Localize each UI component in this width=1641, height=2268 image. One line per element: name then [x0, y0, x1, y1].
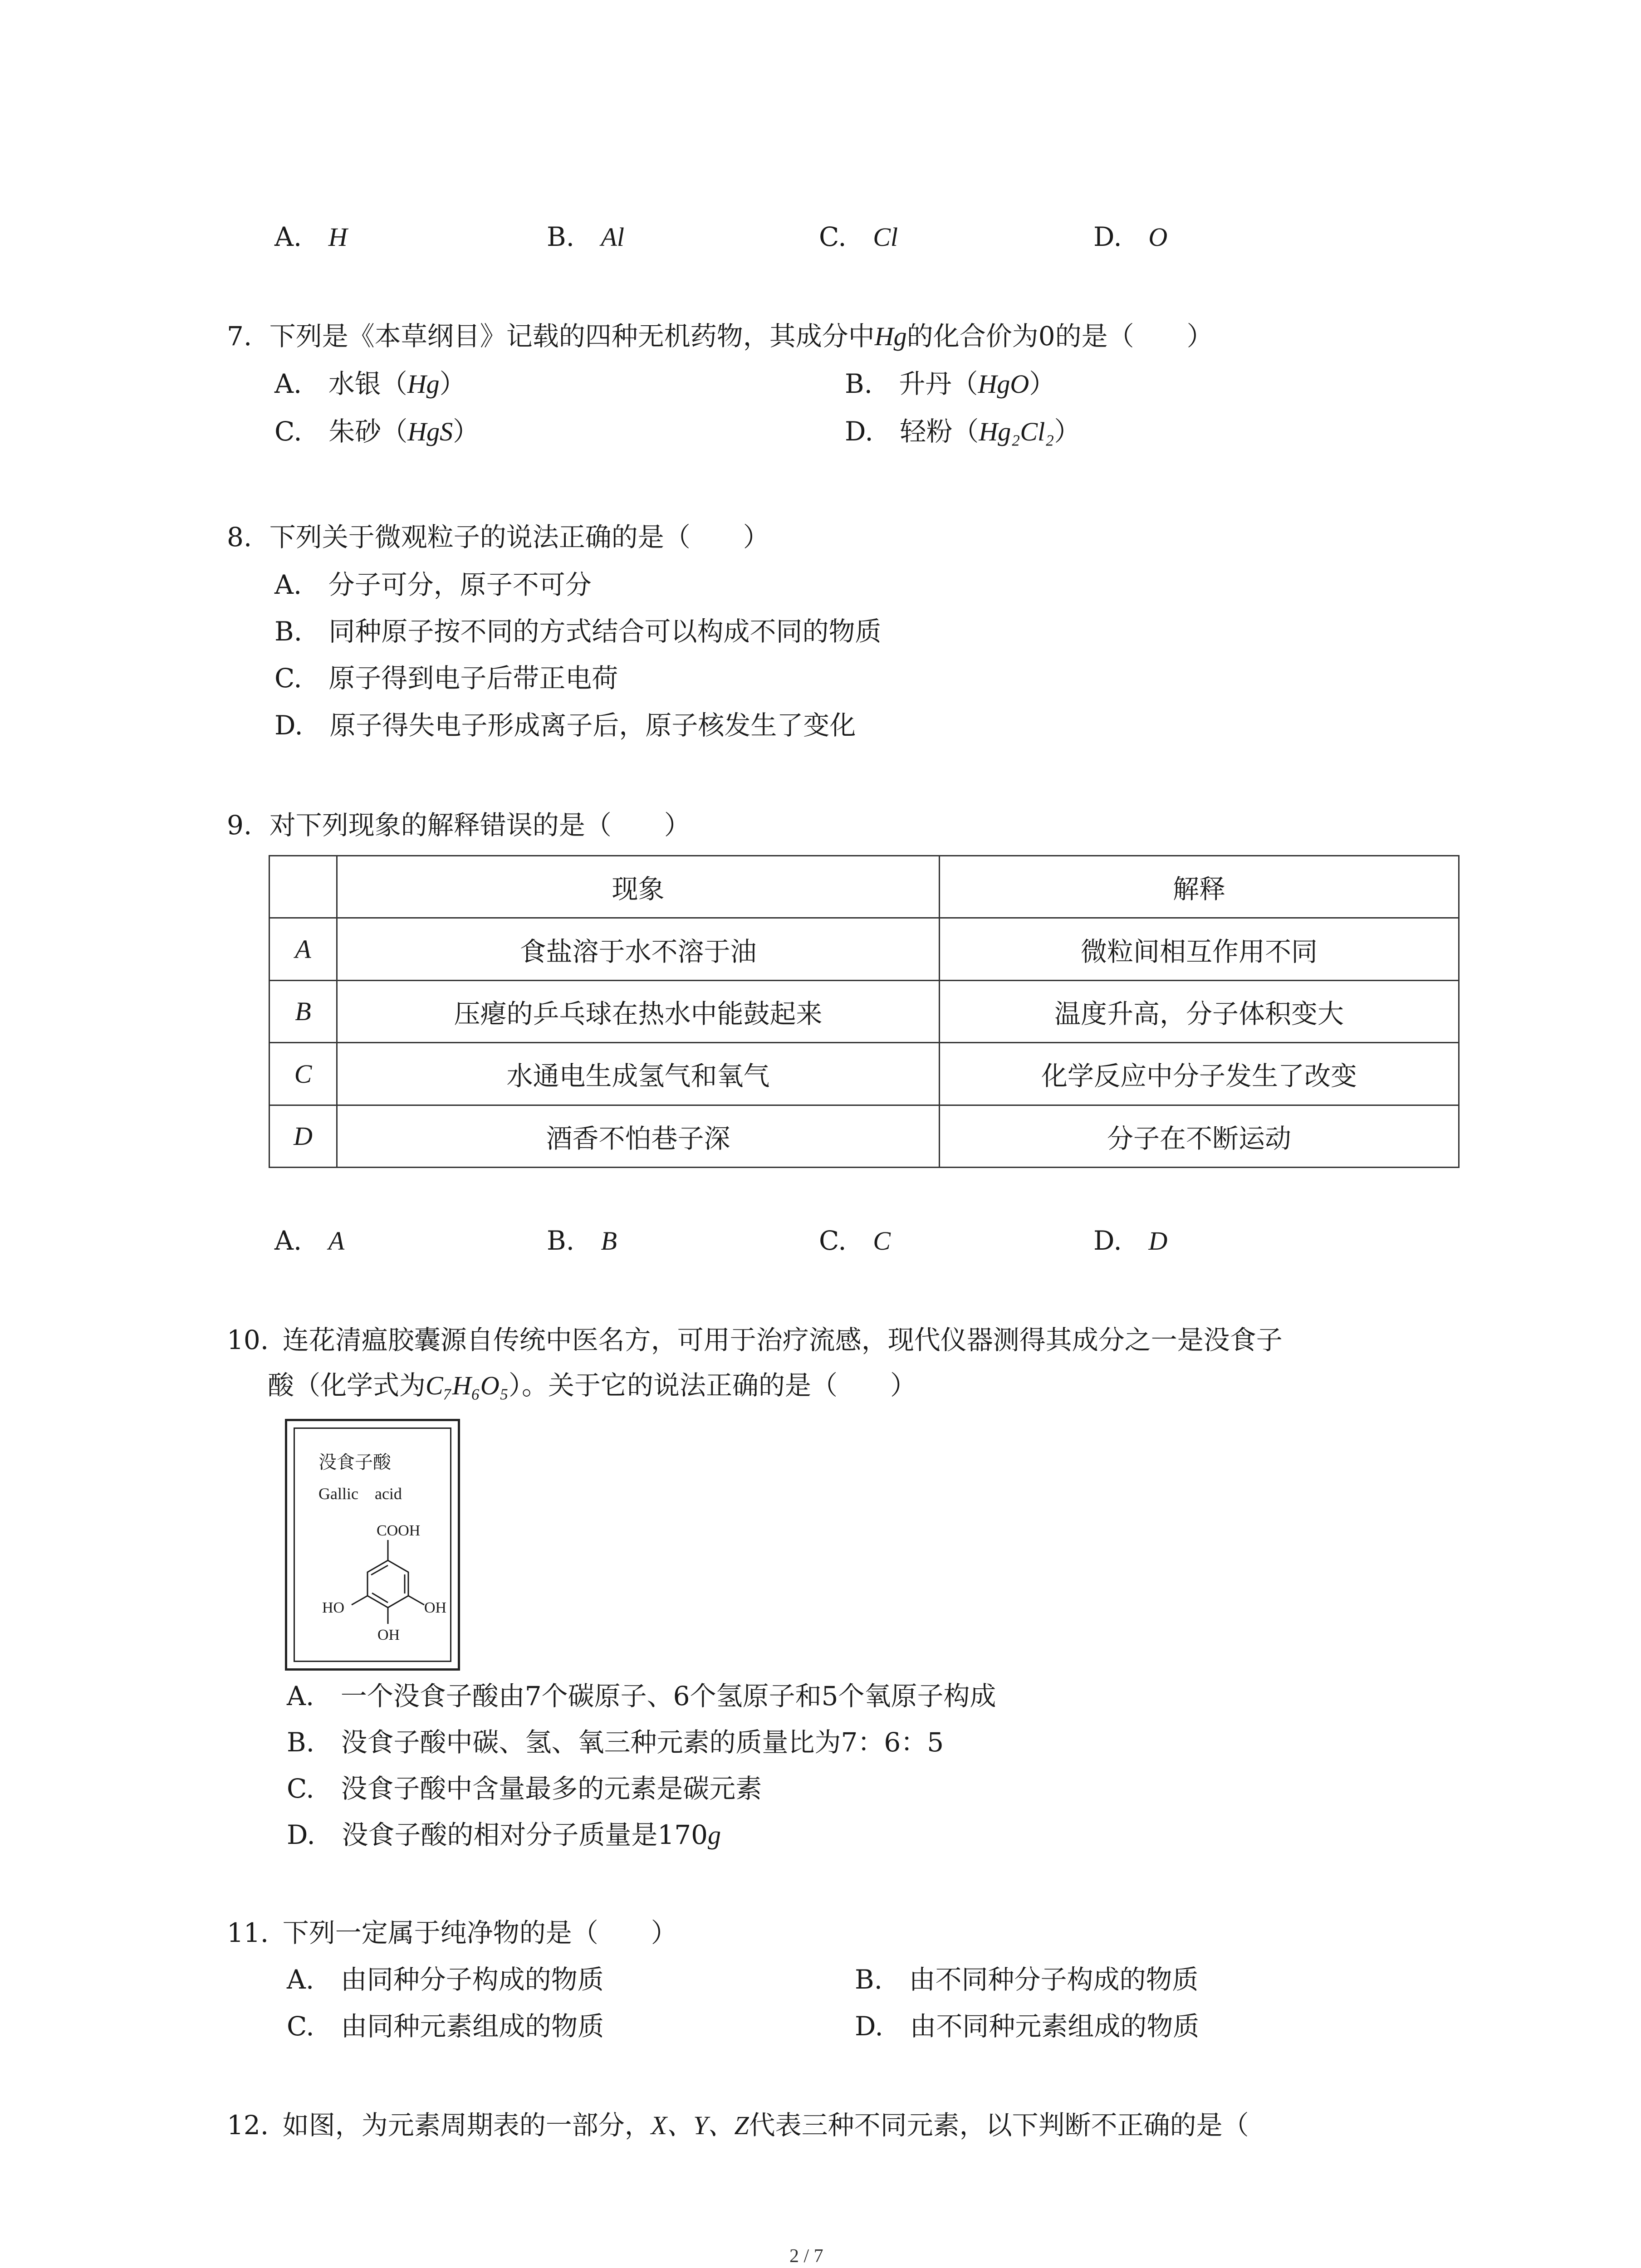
formula: Hg [407, 369, 440, 399]
option-letter: C. [274, 663, 302, 694]
question-number: 12. [227, 2110, 269, 2141]
formula: Hg [874, 322, 907, 351]
question-text: 的化合价为0的是（ ） [906, 321, 1213, 352]
q8-option-b [274, 618, 882, 645]
option-text: 同种原子按不同的方式结合可以构成不同的物质 [328, 616, 882, 647]
option-text: 由同种分子构成的物质 [340, 1964, 604, 1995]
option-text: 没食子酸的相对分子质量是170 [342, 1819, 708, 1850]
table-cell-phenomenon: 食盐溶于水不溶于油 [337, 918, 940, 980]
page-number: 2 / 7 [789, 2246, 823, 2267]
table-cell-explanation: 化学反应中分子发生了改变 [940, 1043, 1459, 1105]
q9-option-d [1093, 1227, 1167, 1254]
option-value: D [1148, 1226, 1168, 1256]
option-letter: A. [274, 569, 302, 600]
q10-option-c [287, 1775, 762, 1802]
option-letter: A. [287, 1681, 314, 1711]
option-text: 原子得到电子后带正电荷 [328, 663, 618, 694]
question-text: 连花清瘟胶囊源自传统中医名方，可用于治疗流感，现代仪器测得其成分之一是没食子 [282, 1325, 1283, 1355]
question-text: ）。关于它的说法正确的是（ ） [508, 1370, 916, 1401]
q10-stem-line1 [227, 1327, 1283, 1353]
q11-option-d [855, 2011, 1200, 2042]
option-letter: D. [1093, 221, 1122, 252]
option-value: O [1148, 222, 1168, 252]
ho-left-label: HO [322, 1599, 345, 1616]
q6-option-a [274, 221, 348, 252]
option-letter: B. [547, 1225, 575, 1256]
oh-bottom-label: OH [377, 1627, 400, 1643]
q8-stem [227, 524, 769, 550]
option-value: A [328, 1226, 345, 1256]
option-text: 原子得失电子形成离子后，原子核发生了变化 [329, 710, 856, 741]
option-text: 轻粉（ [900, 416, 979, 447]
option-text: 升丹（ [899, 368, 978, 399]
option-text: ） [439, 368, 466, 399]
option-text: 由不同种分子构成的物质 [909, 1964, 1199, 1995]
oh-right-label: OH [424, 1599, 447, 1616]
cooh-label: COOH [377, 1522, 421, 1539]
question-text: 对下列现象的解释错误的是（ ） [269, 810, 691, 841]
option-text: 一个没食子酸由7个碳原子、6个氢原子和5个氧原子构成 [340, 1681, 996, 1711]
q11-option-a [287, 1966, 604, 1993]
table-row [269, 980, 1459, 1042]
option-text: 由同种元素组成的物质 [341, 2011, 604, 2042]
formula: X、Y、Z [651, 2111, 749, 2140]
formula: Hg₂Cl₂ [979, 417, 1054, 446]
q9-option-c [819, 1227, 891, 1254]
option-letter: D. [287, 1819, 315, 1850]
option-letter: D. [855, 2011, 883, 2042]
q7-option-a [274, 368, 466, 399]
option-letter: B. [287, 1727, 315, 1758]
table-cell-label: C [269, 1043, 337, 1105]
option-text: 没食子酸中碳、氢、氧三种元素的质量比为7：6：5 [341, 1727, 944, 1758]
option-value: C [873, 1226, 891, 1256]
table-header-cell: 现象 [337, 856, 940, 918]
q12-stem [227, 2112, 1249, 2139]
formula: C₇H₆O₅ [426, 1371, 509, 1400]
table-cell-explanation: 微粒间相互作用不同 [940, 918, 1459, 980]
q9-option-a [274, 1227, 344, 1254]
option-letter: B. [845, 368, 873, 399]
table-row [269, 1105, 1459, 1167]
formula: HgS [407, 417, 453, 446]
table-cell-explanation: 温度升高，分子体积变大 [940, 980, 1459, 1042]
q11-option-b [855, 1966, 1199, 1993]
q6-option-b [547, 221, 625, 252]
question-number: 7. [227, 321, 252, 352]
option-text: 分子可分，原子不可分 [328, 569, 592, 600]
q10-option-d [287, 1819, 721, 1850]
option-text: 水银（ [328, 368, 407, 399]
table-cell-label: B [269, 980, 337, 1042]
q9-table [269, 855, 1460, 1168]
table-cell-explanation: 分子在不断运动 [940, 1105, 1459, 1167]
table-row [269, 918, 1459, 980]
question-text: 酸（化学式为 [268, 1370, 426, 1401]
q10-option-a [287, 1683, 996, 1709]
question-number: 9. [227, 810, 252, 841]
option-letter: C. [819, 1225, 847, 1256]
q8-option-c [274, 663, 618, 694]
q9-stem [227, 810, 691, 841]
question-number: 8. [227, 522, 252, 552]
question-text: 如图，为元素周期表的一部分， [282, 2110, 651, 2141]
option-letter: C. [819, 221, 847, 252]
q8-option-a [274, 569, 592, 600]
option-letter: C. [287, 1773, 314, 1804]
table-cell-phenomenon: 水通电生成氢气和氧气 [337, 1043, 940, 1105]
table-cell-phenomenon: 压瘪的乒乓球在热水中能鼓起来 [337, 980, 940, 1042]
table-cell-phenomenon: 酒香不怕巷子深 [337, 1105, 940, 1167]
q7-option-d [845, 418, 1080, 445]
option-letter: D. [1093, 1225, 1122, 1256]
table-header-cell [269, 856, 337, 918]
question-text: 下列关于微观粒子的说法正确的是（ ） [269, 522, 769, 552]
figure-title: 没食子酸 [318, 1452, 391, 1473]
question-text: 下列是《本草纲目》记载的四种无机药物，其成分中 [269, 321, 875, 352]
q10-stem-line2 [268, 1372, 916, 1399]
option-letter: A. [274, 1225, 302, 1256]
option-letter: A. [287, 1964, 314, 1995]
table-header-row [269, 856, 1459, 918]
unit: g [708, 1820, 721, 1850]
option-value: Al [601, 222, 625, 252]
gallic-acid-structure-icon [295, 1429, 455, 1665]
q6-option-d [1093, 221, 1168, 252]
question-text: 代表三种不同元素，以下判断不正确的是（ [749, 2110, 1249, 2141]
table-header-cell: 解释 [940, 856, 1459, 918]
option-value: Cl [873, 222, 898, 252]
option-letter: B. [547, 221, 575, 252]
option-letter: B. [855, 1964, 883, 1995]
option-text: ） [1054, 416, 1081, 447]
gallic-acid-figure [285, 1419, 460, 1671]
q9-option-b [547, 1227, 617, 1254]
question-text: 下列一定属于纯净物的是（ ） [282, 1917, 677, 1948]
formula: HgO [978, 369, 1029, 399]
question-number: 11. [227, 1917, 269, 1948]
q7-option-b [845, 368, 1056, 399]
option-letter: A. [274, 221, 302, 252]
q11-stem [227, 1917, 677, 1948]
figure-inner-frame [294, 1427, 451, 1662]
option-letter: D. [274, 710, 303, 741]
table-cell-label: A [269, 918, 337, 980]
option-letter: C. [287, 2011, 314, 2042]
option-text: 朱砂（ [328, 416, 408, 447]
option-letter: D. [845, 416, 873, 447]
option-text: 由不同种元素组成的物质 [910, 2011, 1200, 2042]
table-cell-label: D [269, 1105, 337, 1167]
figure-subtitle: Gallic acid [318, 1485, 402, 1503]
option-letter: B. [274, 616, 303, 647]
option-text: 没食子酸中含量最多的元素是碳元素 [341, 1773, 762, 1804]
q7-stem [227, 323, 1213, 350]
q6-option-c [819, 221, 898, 252]
table-row [269, 1043, 1459, 1105]
question-number: 10. [227, 1325, 269, 1355]
q11-option-c [287, 2011, 604, 2042]
option-text: ） [453, 416, 480, 447]
q8-option-d [274, 710, 856, 741]
option-letter: C. [274, 416, 302, 447]
option-text: ） [1029, 368, 1056, 399]
q7-option-c [274, 418, 479, 445]
option-value: H [328, 222, 348, 252]
q10-option-b [287, 1727, 944, 1758]
option-letter: A. [274, 368, 302, 399]
option-value: B [601, 1226, 617, 1256]
